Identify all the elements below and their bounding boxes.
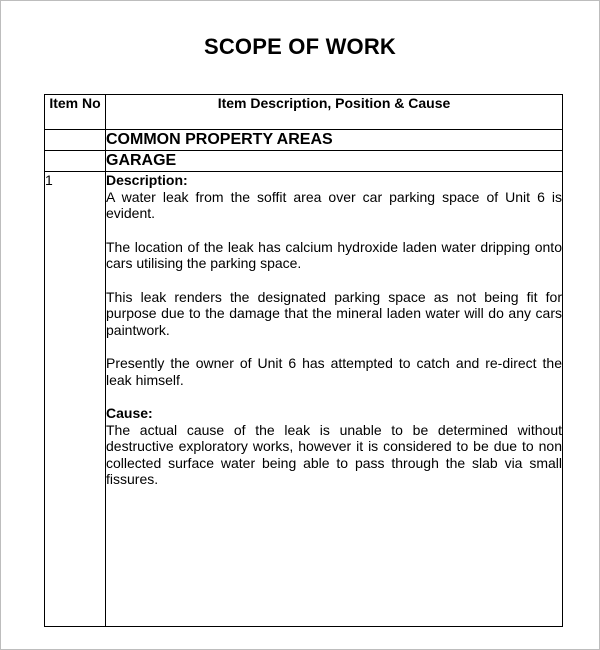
table-header-row	[45, 95, 563, 130]
table-row	[45, 172, 563, 627]
description-paragraph: This leak renders the designated parking space as not being fit for purpose due to the damage that the mineral laden water will do any cars paintwork.	[106, 288, 562, 338]
description-header: Item Description, Position & Cause	[106, 95, 563, 130]
section-row-area	[45, 130, 563, 151]
description-paragraph: The location of the leak has calcium hydroxide laden water dripping onto cars utilising the parking space.	[106, 238, 562, 271]
item-number: 1	[45, 172, 106, 627]
item-description-cell	[106, 172, 563, 627]
description-label: Description:	[106, 172, 188, 188]
scope-table	[44, 94, 563, 627]
page-title: SCOPE OF WORK	[203, 34, 397, 59]
item-no-header: Item No	[45, 95, 106, 130]
section-area-empty-cell	[45, 130, 106, 151]
description-paragraph: Presently the owner of Unit 6 has attempted to catch and re-direct the leak himself.	[106, 355, 562, 388]
section-location-empty-cell	[45, 151, 106, 172]
section-area-heading: COMMON PROPERTY AREAS	[106, 130, 563, 151]
section-row-location	[45, 151, 563, 172]
cause-paragraph: The actual cause of the leak is unable to be determined without destructive exploratory works, however it is considered to be due to non collected surface water being able to pass through the slab via small fissures.	[106, 421, 562, 487]
section-location-heading: GARAGE	[106, 151, 563, 172]
description-paragraph: A water leak from the soffit area over car parking space of Unit 6 is evident.	[106, 188, 562, 221]
cause-label: Cause:	[106, 405, 153, 421]
